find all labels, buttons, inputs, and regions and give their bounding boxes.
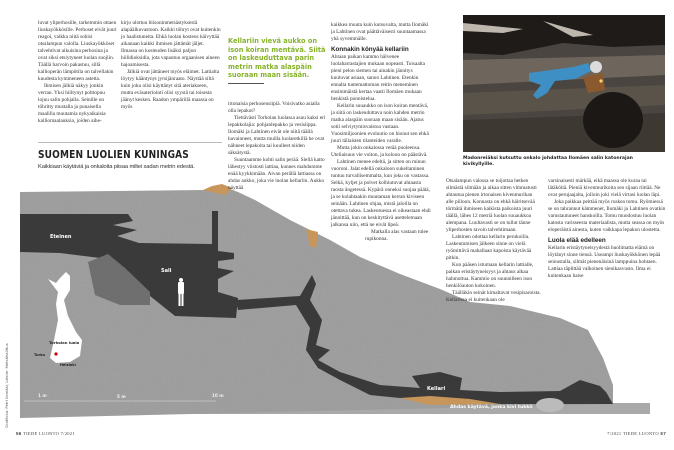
- label-sali: Sali: [161, 268, 172, 274]
- label-cave: Torholan luola: [49, 340, 80, 345]
- paragraph: Otsalampun valossa se tuijottaa hetken silmästä silmään ja alkaa sitten vimmatusti ahtautua pienen irtonaisen kivenmurikan alle piiloon. Konnasta on ehkä häiritsevää törmätä ihmiseen kaikista paikoista juuri täällä, lähes 12 metriä luolan suuaukkoa alempana. Luultavasti se on tullut tänne yliperhosten tavoin talvehtimaan.: [446, 178, 537, 233]
- scale-label-5m: 5 m: [117, 394, 126, 399]
- paragraph: irtonaisia perhosensiipiä. Voisivatko asialla olla lepakot?: [228, 101, 320, 114]
- footer-right-text: 7/2021 TIEDE LUONTO: [607, 431, 659, 436]
- paragraph: Mutta jokin onkalossa vetää puoleensa. Uteliaisuus vie voiton, ja koloon on päästävä.: [331, 145, 428, 158]
- column-6: [548, 178, 666, 280]
- page-number-left: 56: [16, 431, 22, 436]
- paragraph: Tiettävästi Torholan luolassa asuu kaksi eri lepakkolajia: pohjanlepakko ja vesisiippa. Ilomäki ja Lahtinen eivät ole niitä täällä havainneet, mutta muilla luolaretkillä he ovat nähneet lepakoita tai kuulleet niiden säksätystä.: [228, 115, 326, 156]
- pull-quote-rule: [228, 83, 264, 84]
- scale-label-1m: 1 m: [38, 393, 47, 398]
- label-kellari: Kellari: [427, 386, 446, 392]
- paragraph: varsinaisesti märkää, eikä maassa ole kuraa tai lätäköitä. Pieniä kivenmurikoita sen sijaan riittää. Ne ovat perujaajalta, jolloin joki vielä virtasi luolan läpi.: [548, 178, 661, 198]
- graphic-title: SUOMEN LUOLIEN KUNINGAS: [38, 148, 189, 161]
- column-1: [38, 20, 117, 125]
- blocking-stone: [536, 398, 564, 412]
- paragraph: Kellarin eristäytyneisyydestä huolimatta elämä on löytänyt sinne tiensä. Useampi liuskayökkönen lepää seinustalla, silmät pienenäisinä lamppuina hohtaen. Lattiaa täplittää valkoinen sienikasvusto. Ilma ei kuitenkaan haise: [548, 245, 661, 279]
- column-4: [331, 22, 431, 243]
- paragraph: kirjo ulottuu biisoninmetsästyksestä alapäälkuvastoon. Kaikki töhryt ovat kuitenkin jo haalistuneita. Ehkä luolan kosteus häivyttää aikanaan kaikki ihmisen jättämät jäljet. Ilmassa on kosteuden lisäksi paljon hiilidioksidia, jota vapautuu orgaanisen aineen hajoamisesta.: [121, 20, 221, 68]
- paragraph: Kun pääsen istumaan kellarin lattialle, paikan eristäytyneisyys ja ahtaus alkaa hahmottua. Kammio on suunnilleen ison henkilöauton kokoinen.: [446, 262, 534, 289]
- cave-location-marker: [54, 352, 57, 355]
- graphic-credit: Grafiikka: Petri Ilomäki, Lähde: Metsähallitus: [4, 343, 9, 428]
- footer-left: [16, 431, 75, 436]
- column-2: [121, 20, 221, 111]
- scale-label-10m: 10 m: [212, 393, 224, 398]
- paragraph: Lahtinen menee edeltä, ja sitten on minun vuoroni. Jalat edellä onkaloon sukeltaminen tuntuu turvallisemmalta, kun joku on vastassa. Selkä, kyljet ja polvet kolhiutuvat ahtaasta raosta ängetessä. Kypärä onneksi suojaa päätä, ja se kolahtaakin muutaman kerran kiviseen seinään. Lahtinen ohjaa, mistä jaloilla on otettava tukea. Laskeutuessa ei oikeastaan ehdi jännittää, kun on keskityttävä asettelemaan jalkansa niin, että ne eivät lipeä.: [331, 159, 431, 228]
- label-helsinki: Helsinki: [60, 363, 76, 367]
- label-eteinen: Eteinen: [50, 234, 72, 240]
- footer-left-text: TIEDE LUONTO 7/2021: [23, 431, 75, 436]
- paragraph: Jälkiä ovat jättäneet myös eläimet. Lattialta löytyy kääntynyt jyrsijänraato. Näyttää siltä kuin joku olisi käyttänyt sitä ateriakseen, mutta eväsateriointi olisi syystä tai toisesta jäänyt kesken. Raadon ympärillä maassa on myös: [121, 69, 220, 110]
- subheading: Luola elää edelleen: [548, 237, 606, 244]
- paragraph: Suuntaamme kohti salin perää. Siellä katto lähestyy viistosti lattiaa, kunnes mahdumme enää kyykkimään. Aivan perällä lattiassa on ahdas aukko, joka vie luolan kellariin. Aukko näyttää: [228, 157, 325, 191]
- caver-in-cave-image: [463, 15, 665, 152]
- cave-photo: [463, 15, 665, 152]
- paragraph: Matkalla alas vastaan tulee rupikonna.: [365, 229, 429, 242]
- label-turku: Turku: [34, 353, 46, 357]
- paragraph: Joka paikkaa peittää myös ruskea tomu. Ryömiessä se on tahrannut kämmenet, Ilomäki ja Lahtinen ovatkin varustautuneet hanskoilla. Tomu muodostuu luolan katosta varisseesta materiaalista, mutta seassa on myös eloperäistä ainesta, kuten vaikkapa lepakon ulostetta.: [548, 199, 666, 233]
- photo-caption: Madonreiäksi kutsuttu onkalo johdattaa Ilomäen salin katonrajan kivikyllyille.: [463, 156, 633, 167]
- paragraph: Ahtaan paikan kammo hälvenee luolaharrastajien mukaan nopeasti. Toisaalta pieni pelon siemen tai ainakin jännitys kuuluvat asiaan, sanoo Lahtinen. Etenkin ennalta tuntemattoman reitin meneminen ensimmäistä kertaa vaatii Ilomäen mukaan henkistä ponnistelua.: [331, 54, 425, 102]
- column-3: [228, 101, 326, 192]
- paragraph: Lahtinen odottaa kellarin perukoilla. Laskeutumisen jälkeen sinne on vielä ryömittävä mahallaan kapoista käytävää pitkin.: [446, 234, 532, 261]
- paragraph: Täälläkin seinät kimaltavat vesipisaroista. Kellarissa ei kuitenkaan ole: [446, 290, 541, 303]
- column-5: [446, 178, 541, 304]
- footer-right: [607, 431, 666, 436]
- subheading: Konnakin könyää kellariin: [331, 46, 409, 53]
- graphic-deck: Kaikkiaan käytäviä ja onkaloita piisaa miltei sadan metrin edestä.: [38, 164, 195, 170]
- label-passage: Ahdas käytävä, jonka kivi tukkii: [450, 405, 533, 410]
- paragraph: Kellarin suuaukko on ison koiran mentävä, ja siitä on laskeuduttava noin kahden metrin matka alaspäin suoraan maan sisään. Ajatus sotii selviytymisvaistoa vastaan. Vuosimiljoonien evoluutio on hionut sen ehkä juuri tällaisten tilanteiden varalle.: [331, 103, 429, 144]
- paragraph: luvat yliperhosille, tarkemmin ottaen liuskayökkösille. Perhoset eivät juuri reagoi, vaikka niitä sohisi otsalampun valolla. Liuskayökköset talvehtivat aikuisina perhosina ja ovat siksi etsiytyneet luolan suojiin. Täällä harvoin pakastuu, sillä kallioperän lämpötila on talvellakin kuudesta kymmeneen astetta.: [38, 20, 117, 82]
- pull-quote: Kellariin vievä aukko on ison koiran mentävä. Siitä on laskeuduttava parin metrin matka alaspäin suoraan maan sisään.: [228, 37, 326, 80]
- paragraph: Ihmisen jälkiä näkyy jonkin verran. Yksi hiiltynyt polttopuu lojuu salin pohjalla. Seinille on töhritty mustalla ja punaisella maalilla muutamia nykyaikaisia kalliomaalauksia, joiden aihe-: [38, 83, 106, 124]
- graphic-top-rule: [38, 142, 222, 143]
- page-number-right: 57: [660, 431, 666, 436]
- paragraph: kaikkea muuta kuin kutsuvalta, mutta Ilomäki ja Lahtinen ovat päättäväisesti suuntaamassa yhä syvemmälle.: [331, 22, 429, 42]
